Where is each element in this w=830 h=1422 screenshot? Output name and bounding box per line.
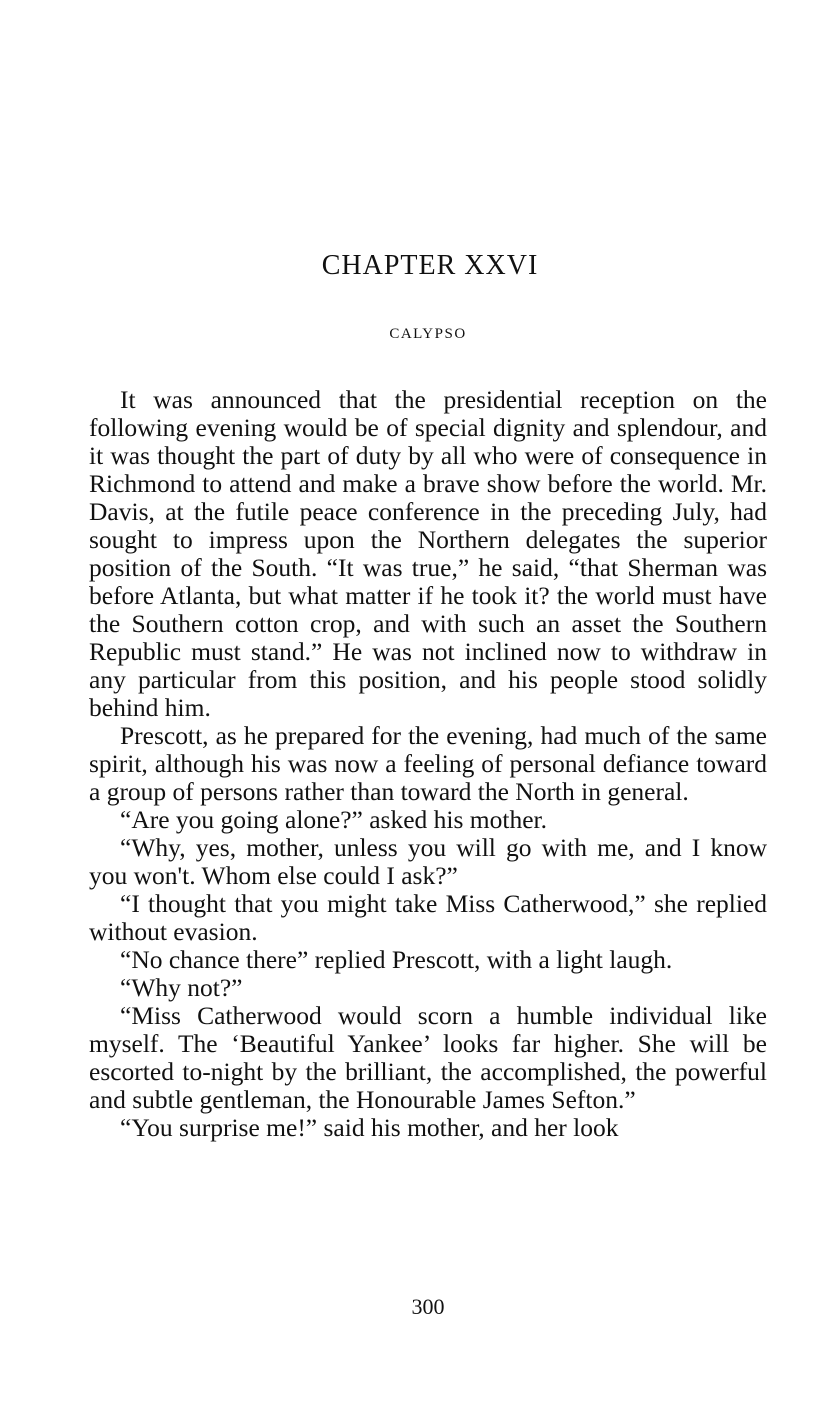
paragraph-prescott: Prescott, as he prepared for the evening, had much of the same spirit, although his was now a feeling of personal defiance toward a group of persons rather than toward the North in general. xyxy=(89,721,767,806)
chapter-body xyxy=(89,386,767,1142)
dialogue-line: “No chance there” replied Prescott, with a light laugh. xyxy=(120,945,673,974)
dialogue-line: “Why, yes, mother, unless you will go with me, and I know you won't. Whom else could I ask?” xyxy=(89,833,767,890)
dialogue-line: “You surprise me!” said his mother, and her look xyxy=(120,1113,619,1142)
dialogue-line: “Are you going alone?” asked his mother. xyxy=(120,805,548,834)
dialogue-line: “Miss Catherwood would scorn a humble individual like myself. The ‘Beautiful Yankee’ looks far higher. She will be escorted to-night by the brilliant, the accomplished, the powerful and subtle gentleman, the Honourable James Sefton.” xyxy=(89,1001,767,1114)
dialogue-line: “I thought that you might take Miss Catherwood,” she replied without evasion. xyxy=(89,889,767,946)
paragraph-opening: It was announced that the presidential reception on the following evening would be of special dignity and splendour, and it was thought the part of duty by all who were of consequence in Richmond to attend and make a brave show before the world. Mr. Davis, at the futile peace conference in the preceding July, had sought to impress upon the Northern delegates the superior position of the South. “It was true,” he said, “that Sherman was before Atlanta, but what matter if he took it? the world must have the Southern cotton crop, and with such an asset the Southern Republic must stand.” He was not inclined now to withdraw in any particular from this position, and his people stood solidly behind him. xyxy=(89,385,767,722)
page-number: 300 xyxy=(411,1294,445,1319)
dialogue-line: “Why not?” xyxy=(120,973,243,1002)
chapter-title: CHAPTER XXVI xyxy=(321,250,539,281)
chapter-subtitle: CALYPSO xyxy=(389,326,467,342)
